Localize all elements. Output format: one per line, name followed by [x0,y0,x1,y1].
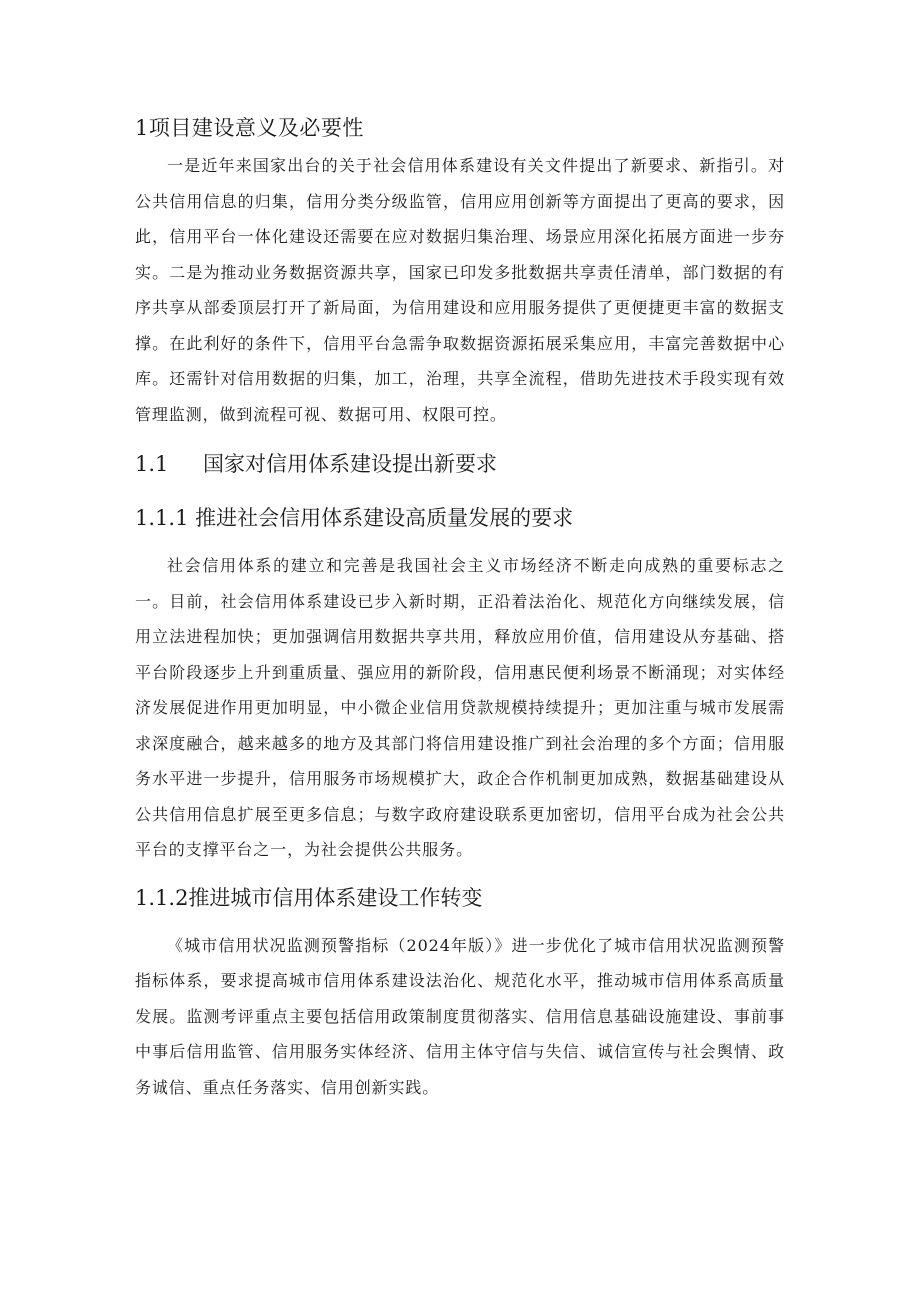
section-heading-1-1 [135,444,785,484]
paragraph-significance: 一是近年来国家出台的关于社会信用体系建设有关文件提出了新要求、新指引。对公共信用信息的归集，信用分类分级监管，信用应用创新等方面提出了更高的要求，因此，信用平台一体化建设还需要在应对数据归集治理、场景应用深化拓展方面进一步夯实。二是为推动业务数据资源共享，国家已印发多批数据共享责任清单，部门数据的有序共享从部委顶层打开了新局面，为信用建设和应用服务提供了更便捷更丰富的数据支撑。在此利好的条件下，信用平台急需争取数据资源拓展采集应用，丰富完善数据中心库。还需针对信用数据的归集，加工，治理，共享全流程，借助先进技术手段实现有效管理监测，做到流程可视、数据可用、权限可控。 [135,156,785,424]
paragraph-social-credit: 社会信用体系的建立和完善是我国社会主义市场经济不断走向成熟的重要标志之一。目前，社会信用体系建设已步入新时期，正沿着法治化、规范化方向继续发展，信用立法进程加快；更加强调信用数据共享共用，释放应用价值，信用建设从夯基础、搭平台阶段逐步上升到重质量、强应用的新阶段，信用惠民便利场景不断涌现；对实体经济发展促进作用更加明显，中小微企业信用贷款规模持续提升；更加注重与城市发展需求深度融合，越来越多的地方及其部门将信用建设推广到社会治理的多个方面；信用服务水平进一步提升，信用服务市场规模扩大，政企合作机制更加成熟，数据基础建设从公共信用信息扩展至更多信息；与数字政府建设联系更加密切，信用平台成为社会公共平台的支撑平台之一，为社会提供公共服务。 [135,556,785,859]
document-body [135,108,785,1105]
section-heading-1-1-1: 1.1.1 推进社会信用体系建设高质量发展的要求 [135,506,574,530]
section-title: 国家对信用体系建设提出新要求 [203,452,497,476]
section-heading-1: 1项目建设意义及必要性 [135,116,364,140]
section-number: 1.1 [135,452,169,476]
paragraph-city-credit: 《城市信用状况监测预警指标（2024年版）》进一步优化了城市信用状况监测预警指标体系，要求提高城市信用体系建设法治化、规范化水平，推动城市信用体系高质量发展。监测考评重点主要包括信用政策制度贯彻落实、信用信息基础设施建设、事前事中事后信用监管、信用服务实体经济、信用主体守信与失信、诚信宣传与社会舆情、政务诚信、重点任务落实、信用创新实践。 [135,935,785,1097]
section-heading-1-1-2: 1.1.2推进城市信用体系建设工作转变 [135,885,483,910]
